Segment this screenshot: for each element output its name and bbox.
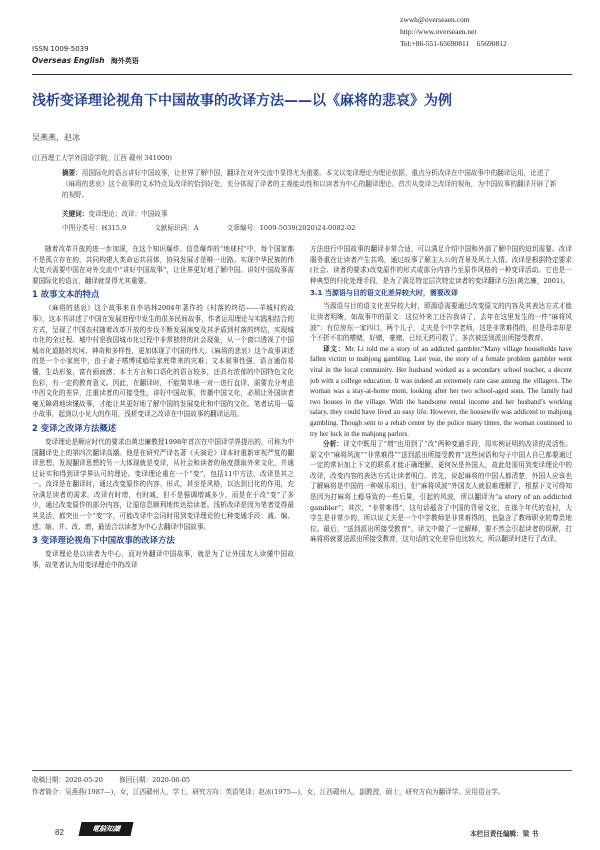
article-title: 浅析变译理论视角下中国故事的改译方法——以《麻将的悲哀》为例 — [32, 93, 452, 109]
author-info: 吴燕燕(1987—)，女，江西赣州人，学士，研究方向：英语笔译；赵冰(1975—)，女，江西赣州人，副教授，硕士，研究方向为翻译学、应用语言学。 — [64, 788, 505, 796]
section1-paragraph: 《麻将的悲哀》这个故事来自李培林2004年著作的《村落的终结——羊城村的故事》，这本书讲述了中国在发展进程中发生的很多民间故事，作者运用理论与实践相结合的方式，呈现了中国农村随着改革开放的步伐不断发展演变及其矛盾到村落的终结，实现城市化的全过程。城中村是我国城市化过程中非常独特的社会现象，从一个窗口透视了中国城市化道路的坎坷、神奇和多样性，更加体现了中国的伟大。《麻将的悲哀》这个故事讲述的是一个小家庭中，由于妻子嗜博成瘾给家庭带来的灾难；文本叙事性强，语言通俗易懂，生动形象，富有画面感；本土方言和口语化的语言较多，还具有浓郁的中国特色文化色彩，有一定的教育意义。因此，在翻译时，不能简单地一对一进行直译，需要充分考虑中西文化的差异，注重读者的可接受性，讲好中国故事，传播中国文化，必须让外国读者毫无障碍地读懂故事，才能让其更好地了解中国的发展变化和中国的文化。笔者试用一篇小故事，起到以小见大的作用，浅析变译之改译在中国故事的翻译运用。 — [32, 304, 294, 419]
journal-email: zwwh@overseaen.com — [400, 15, 470, 24]
revised-date: 2020-06-05 — [152, 776, 191, 784]
journal-header-right — [400, 14, 570, 50]
received-label: 收稿日期： — [32, 776, 65, 784]
journal-header-left — [32, 44, 139, 67]
journal-logo: 電脳知識 — [79, 822, 134, 836]
translation-text: Mr. Li told me a story of an addicted gambler.“Many village households have fallen victim to mahjong gambling. Last year, the story of a female problem gambler went viral in the local community. Her husband worked as a secondary school teacher, a decent job with a college education. It was indeed an extremely rare case among the villagers. The woman was a stay-at-home mom, looking after her two school-aged sons. The family had two houses in the village. With the handsome rental income and her husband’s working salary, they could have lived an easy life. However, the housewife was addicted to mahjong gambling. Though sent to a rehab center by the police many times, the woman continued to try her luck in the mahjong parlors. — [310, 344, 572, 438]
right-column — [310, 244, 572, 545]
section2-paragraph: 变译理论是顺应时代的要求由黄忠廉教授1998年首次在中国译学界提出的，可称为中国翻译史上的第四次翻译高潮。他是在研究严译名著《天演论》译本时重新审视严复的翻译思想，发现翻译思想的另一大体现就是变译，从社会和读者的角度摄取外来文化，并通过证实和得到译学界认可的理论。变译理论重在一个“变”，包括11中方法，改译是其之一。改译是在翻译时，通过改变原作的内容、形式，甚至是风格，以达到目化的作用，充分满足读者的需求。改译有时增，有时减，但不是强调增减多少，而是在于改“变”了多少，通过改变原作的部分内容，让原信息顺利地传达给读者。浅析改译是因为笔者觉得最其灵活，都突出一个“变”字，可能改译中会同时用到变译理论的七种变通手段：减、编、述、缩、并、改、增，最适合以读者为中心去翻译中国故事。 — [32, 437, 294, 531]
page-number: 82 — [55, 828, 64, 837]
journal-website: http://www.overseaen.net — [400, 27, 477, 36]
issn: ISSN 1009-5039 — [32, 45, 89, 53]
subsection-paragraph: 当源语与目的语文化差异较大时，即源语需要通过改变原文的内容及其表达方式才能让读者明晰，如故事中的原文：这位外来工还告我讲了，去年在这里发生的一件“麻将风波”：有位房东一家四口，两个儿子，丈夫是个中学老师，这是非常难得的，但是母亲却是个不折不扣的嗜赌，好赌，豪赌，已经无药可救了，多次被送到派出所接受教育。 — [310, 302, 572, 343]
section-heading-1: 1 故事文本的特点 — [32, 289, 100, 300]
affiliation: (江西理工大学外国语学院，江西 赣州 341000) — [32, 154, 173, 162]
abstract — [62, 168, 562, 201]
clc-number: 中图分类号：H315.9 — [62, 224, 127, 232]
article-number: 文章编号：1009-5039(2020)24-0082-02 — [226, 224, 356, 232]
translation-label: 译文： — [323, 344, 346, 353]
intro-paragraph: 随着改革开放的进一步加深，在这个知识爆炸、信息爆炸的“地球村”中，每个国家都不是孤立存在的，共同构建人类命运共同体，协同发展才是唯一出路。实现中华民族的伟大复兴需要中国在对外交流中“讲好中国故事”，让世界更好地了解中国。讲好中国故事需要国际化的语言，翻译就显得尤其重要。 — [32, 245, 294, 285]
article-footnote — [32, 770, 572, 798]
section-heading-2: 2 变译之改译方法概述 — [32, 422, 117, 433]
received-date: 2020-05-20 — [64, 776, 103, 784]
subsection-heading-3-1: 3.1 当源语与目的语文化差异较大时，需要改译 — [310, 289, 458, 298]
section-heading-3: 3 变译理论视角下中国故事的改译方法 — [32, 535, 175, 546]
analysis-text: 译文中既用了“增”也用到了“改”两种变通手段，用实例证明的改译的灵活性。原文中“麻将风波”“非常难得”“送到派出所接受教育”这些词语和句子中国人自已都要通过一定的常识加上下文的联系才能正确理解，更何况是外国人，故此处需用到变译理论中的改译，改变内容的表达方式让读者明白。首先，说起麻将的中国人都清楚，外国人应该也了解麻将是中国的一种娱乐项目，但“麻将风波”外国友人就很难理解了，根据下文可得知是因为打麻将上瘾导致的一些后果，引起的风波，所以翻译为“a story of an addicted gambler”；其次，“非常难得”，这句话蕴含了中国的背景文化，在那个年代的农村，大学生是非常少的，所以说丈夫是一个中学教师是非常难得的，也隐含了教师职业的尊贵地位。最后，“送到派出所接受教育”，译文中做了一定解释，要不然会引起读者的误解，打麻将将就要送派出所接受教育，这句话的文化差异也比较大，所以翻译时进行了改译。 — [310, 440, 572, 544]
revised-label: 修回日期： — [119, 776, 153, 784]
classification-line — [62, 223, 572, 233]
analysis-paragraph — [310, 439, 572, 545]
authors: 吴燕燕，赵冰 — [32, 133, 80, 142]
section3-paragraph: 变译理论是以读者为中心，而对外翻译中国故事，就是为了让外国友人读懂中国故事，故笔者认为用变译理论中的改译 — [32, 550, 294, 569]
continued-paragraph: 方法进行中国故事的翻译非常合适，可以满足介绍中国和外部了解中国的迫切需要。改译服务重在让读者产生共鸣，通过故事了解主人公的背景及风土人情。改译是根据特定要求(社会、读者的要求)改变原作的形式或部分内容乃至原作风格的一种变译活动。它也是一种典型的归化处理手段，是为了满足特定层次特定读者的变译翻译方法(黄忠廉，2001)。 — [310, 245, 572, 285]
keywords-label: 关键词： — [62, 210, 89, 218]
journal-name: Overseas English — [32, 56, 105, 65]
abstract-label: 摘要： — [62, 169, 82, 177]
abstract-text: 用国际化的语言讲好中国故事，让世界了解中国，翻译在对外交流中显得尤为重要。本文以变译理论为理论依据，重点分析改译在中国故事中的翻译运用，论述了《麻将的悲哀》这个故事的文本特点及改译的恰到好处，充分体现了译者的主观能动性和以读者为中心的翻译理论。首次从变译之改译的视角，为中国故事的翻译开辟了新的视野。 — [62, 169, 557, 199]
column-editor: 本栏目责任编辑：梁 书 — [470, 830, 539, 838]
author-info-label: 作者简介： — [32, 788, 65, 796]
document-code: 文献标识码：A — [154, 224, 199, 232]
keywords — [62, 209, 562, 219]
header-rule — [32, 74, 572, 75]
analysis-label: 分析： — [323, 440, 344, 449]
keywords-text: 变译理论；改译；中国故事 — [88, 210, 168, 218]
journal-name-cn: 海外英语 — [110, 57, 139, 65]
translation-paragraph — [310, 344, 572, 439]
left-column — [32, 244, 294, 570]
journal-tel: Tel:+86-551-65690811 65690812 — [400, 39, 507, 48]
